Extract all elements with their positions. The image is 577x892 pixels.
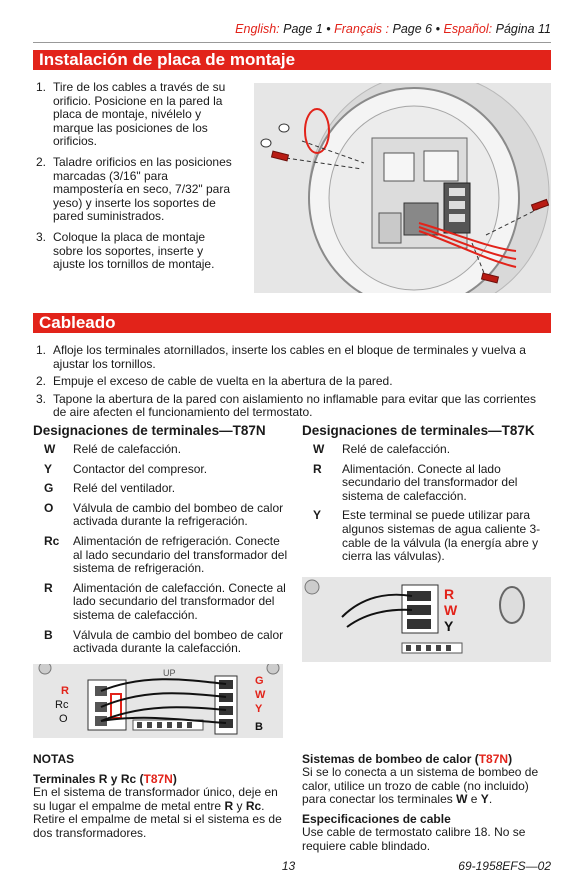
label-rc: Rc bbox=[55, 699, 69, 711]
terminal-item: W Relé de calefacción. bbox=[313, 442, 451, 456]
wiring-step: 1. Afloje los terminales atornillados, inserte los cables en el bloque de terminales y vuelva a ajustar los tornillos. bbox=[36, 343, 526, 371]
label-r: R bbox=[61, 685, 69, 697]
terminal-item: R Alimentación. Conecte al lado secundario del transformador del sistema de calefacción. bbox=[313, 461, 518, 503]
heat-pump-text: Si se lo conecta a un sistema de bombeo de calor, utilice un trozo de cable (no incluido) para conectar los terminales W e Y. bbox=[302, 765, 539, 807]
cable-spec-text: Use cable de termostato calibre 18. No se requiere cable blindado. bbox=[302, 825, 526, 853]
terminal-item: Y Contactor del compresor. bbox=[44, 461, 208, 476]
label-r: R bbox=[444, 586, 455, 602]
section-title-mounting: Instalación de placa de montaje bbox=[33, 50, 551, 70]
mounting-step: 3. Coloque la placa de montaje sobre los soportes, inserte y ajuste los tornillos de montaje. bbox=[36, 229, 215, 272]
language-page-index bbox=[0, 22, 551, 36]
t87n-terminal-diagram bbox=[33, 664, 283, 738]
mounting-plate-illustration bbox=[254, 83, 551, 293]
terminals-r-rc-heading: Terminales R y Rc (T87N) bbox=[33, 772, 177, 786]
terminal-item: O Válvula de cambio del bombeo de calor activada durante la refrigeración. bbox=[44, 500, 284, 529]
wiring-step: 2. Empuje el exceso de cable de vuelta en la abertura de la pared. bbox=[36, 374, 393, 389]
t87k-terminal-list bbox=[302, 443, 552, 570]
label-y: Y bbox=[255, 703, 263, 715]
french-label: Français : bbox=[334, 22, 390, 36]
terminal-item: Y Este terminal se puede utilizar para algunos sistemas de agua caliente 3-cable de la válvula (la energía abre y cierra las válvulas). bbox=[313, 508, 541, 564]
heat-pump-heading: Sistemas de bombeo de calor (T87N) bbox=[302, 752, 513, 766]
document-code: 69-1958EFS—02 bbox=[458, 859, 551, 873]
notes-heading: NOTAS bbox=[33, 752, 75, 766]
label-y: Y bbox=[444, 618, 454, 634]
mounting-steps bbox=[33, 81, 238, 279]
wiring-steps bbox=[33, 344, 551, 424]
t87n-terminal-list bbox=[33, 443, 288, 662]
terminal-item: R Alimentación de calefacción. Conecte al lado secundario del transformador del sistema de calefacción. bbox=[44, 580, 286, 622]
label-w: W bbox=[444, 602, 458, 618]
page-number: 13 bbox=[281, 859, 296, 873]
spanish-label: Español: bbox=[443, 22, 493, 36]
label-o: O bbox=[59, 713, 68, 725]
cable-spec-heading: Especificaciones de cable bbox=[302, 812, 451, 826]
label-w: W bbox=[255, 689, 266, 701]
separator: • bbox=[435, 22, 440, 36]
spanish-page: Página 11 bbox=[495, 22, 551, 36]
terminal-item: W Relé de calefacción. bbox=[44, 442, 182, 456]
t87k-terminal-diagram bbox=[302, 577, 551, 662]
terminal-item: B Válvula de cambio del bombeo de calor activada durante la calefacción. bbox=[44, 627, 284, 656]
mounting-step: 2. Taladre orificios en las posiciones marcadas (3/16" para mampostería en seco, 7/32" para yeso) y inserte los soportes de pared suministrados. bbox=[36, 154, 232, 224]
english-page: Page 1 bbox=[283, 22, 323, 36]
terminal-item: G Relé del ventilador. bbox=[44, 481, 176, 496]
terminal-item: Rc Alimentación de refrigeración. Conecte al lado secundario del transformador del sistema de refrigeración. bbox=[44, 533, 288, 576]
label-g: G bbox=[255, 675, 264, 687]
wiring-step: 3. Tapone la abertura de la pared con aislamiento no inflamable para evitar que las corrientes de aire afecten el funcionamiento del termostato. bbox=[36, 391, 536, 420]
up-label: UP bbox=[163, 668, 176, 678]
header-rule bbox=[33, 42, 551, 43]
t87n-title: Designaciones de terminales—T87N bbox=[33, 423, 266, 438]
mounting-step: 1. Tire de los cables a través de su orificio. Posicione en la pared la placa de montaje, nivélelo y marque las posiciones de los orificios. bbox=[36, 80, 226, 149]
english-label: English: bbox=[235, 22, 280, 36]
t87k-title: Designaciones de terminales—T87K bbox=[302, 423, 535, 438]
separator: • bbox=[326, 22, 331, 36]
section-title-wiring: Cableado bbox=[33, 313, 551, 333]
terminals-r-rc-text: En el sistema de transformador único, deje en su lugar el empalme de metal entre R y Rc. Retire el empalme de metal si el sistema es de dos transformadores. bbox=[33, 785, 282, 840]
label-b: B bbox=[255, 721, 263, 733]
french-page: Page 6 bbox=[392, 22, 433, 36]
